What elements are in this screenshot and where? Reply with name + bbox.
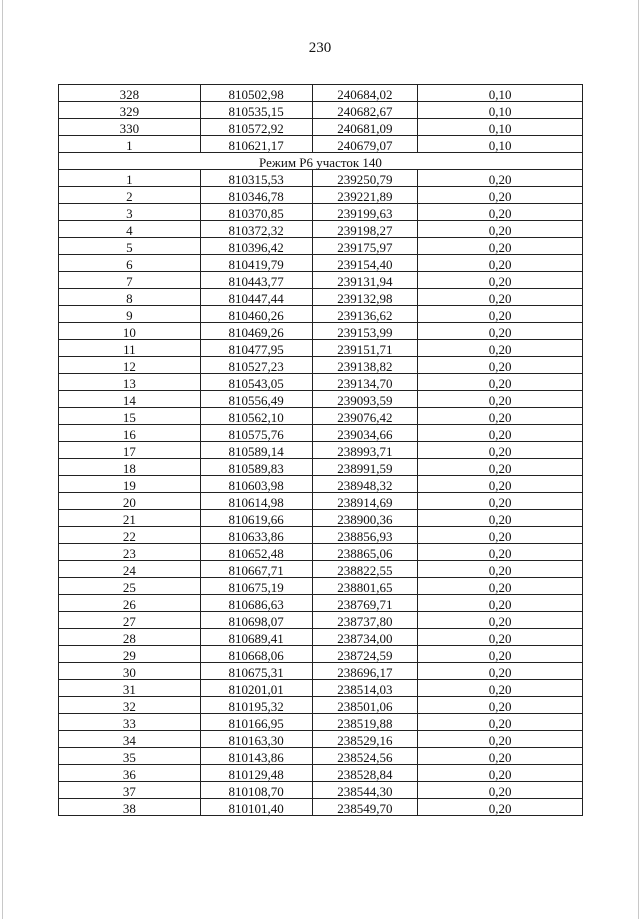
point-number-cell: 31	[59, 680, 201, 697]
accuracy-cell: 0,20	[418, 510, 583, 527]
y-coordinate-cell: 239151,71	[312, 340, 418, 357]
accuracy-cell: 0,20	[418, 204, 583, 221]
point-number-cell: 3	[59, 204, 201, 221]
table-row	[59, 527, 583, 544]
table-row	[59, 272, 583, 289]
accuracy-cell: 0,20	[418, 306, 583, 323]
x-coordinate-cell: 810143,86	[200, 748, 312, 765]
x-coordinate-cell: 810633,86	[200, 527, 312, 544]
table-row	[59, 612, 583, 629]
y-coordinate-cell: 238991,59	[312, 459, 418, 476]
y-coordinate-cell: 240684,02	[312, 85, 418, 102]
y-coordinate-cell: 239198,27	[312, 221, 418, 238]
y-coordinate-cell: 238514,03	[312, 680, 418, 697]
table-row	[59, 578, 583, 595]
y-coordinate-cell: 238544,30	[312, 782, 418, 799]
y-coordinate-cell: 238524,56	[312, 748, 418, 765]
point-number-cell: 1	[59, 170, 201, 187]
x-coordinate-cell: 810527,23	[200, 357, 312, 374]
point-number-cell: 33	[59, 714, 201, 731]
table-row	[59, 425, 583, 442]
table-row	[59, 680, 583, 697]
table-row	[59, 697, 583, 714]
point-number-cell: 19	[59, 476, 201, 493]
y-coordinate-cell: 239153,99	[312, 323, 418, 340]
table-row	[59, 102, 583, 119]
table-row	[59, 357, 583, 374]
table-row	[59, 646, 583, 663]
y-coordinate-cell: 238801,65	[312, 578, 418, 595]
x-coordinate-cell: 810589,14	[200, 442, 312, 459]
y-coordinate-cell: 240681,09	[312, 119, 418, 136]
y-coordinate-cell: 238528,84	[312, 765, 418, 782]
x-coordinate-cell: 810675,19	[200, 578, 312, 595]
accuracy-cell: 0,20	[418, 187, 583, 204]
x-coordinate-cell: 810667,71	[200, 561, 312, 578]
point-number-cell: 9	[59, 306, 201, 323]
point-number-cell: 10	[59, 323, 201, 340]
y-coordinate-cell: 238529,16	[312, 731, 418, 748]
table-row	[59, 731, 583, 748]
point-number-cell: 328	[59, 85, 201, 102]
table-row	[59, 323, 583, 340]
table-row	[59, 119, 583, 136]
y-coordinate-cell: 238993,71	[312, 442, 418, 459]
coordinates-table	[58, 84, 583, 816]
x-coordinate-cell: 810589,83	[200, 459, 312, 476]
table-row	[59, 748, 583, 765]
accuracy-cell: 0,20	[418, 357, 583, 374]
point-number-cell: 329	[59, 102, 201, 119]
accuracy-cell: 0,20	[418, 459, 583, 476]
point-number-cell: 38	[59, 799, 201, 816]
y-coordinate-cell: 239134,70	[312, 374, 418, 391]
accuracy-cell: 0,20	[418, 425, 583, 442]
point-number-cell: 23	[59, 544, 201, 561]
x-coordinate-cell: 810129,48	[200, 765, 312, 782]
table-row	[59, 476, 583, 493]
table-row	[59, 170, 583, 187]
x-coordinate-cell: 810668,06	[200, 646, 312, 663]
table-row	[59, 289, 583, 306]
y-coordinate-cell: 238948,32	[312, 476, 418, 493]
table-row	[59, 306, 583, 323]
section-group	[59, 153, 583, 170]
y-coordinate-cell: 238900,36	[312, 510, 418, 527]
accuracy-cell: 0,20	[418, 476, 583, 493]
accuracy-cell: 0,20	[418, 170, 583, 187]
y-coordinate-cell: 239136,62	[312, 306, 418, 323]
point-number-cell: 4	[59, 221, 201, 238]
accuracy-cell: 0,20	[418, 408, 583, 425]
x-coordinate-cell: 810556,49	[200, 391, 312, 408]
point-number-cell: 27	[59, 612, 201, 629]
y-coordinate-cell: 238856,93	[312, 527, 418, 544]
point-number-cell: 28	[59, 629, 201, 646]
table-row	[59, 255, 583, 272]
x-coordinate-cell: 810689,41	[200, 629, 312, 646]
point-number-cell: 7	[59, 272, 201, 289]
table-row	[59, 340, 583, 357]
x-coordinate-cell: 810619,66	[200, 510, 312, 527]
page-number: 230	[308, 40, 332, 56]
point-number-cell: 21	[59, 510, 201, 527]
x-coordinate-cell: 810201,01	[200, 680, 312, 697]
point-number-cell: 35	[59, 748, 201, 765]
x-coordinate-cell: 810315,53	[200, 170, 312, 187]
y-coordinate-cell: 239221,89	[312, 187, 418, 204]
x-coordinate-cell: 810443,77	[200, 272, 312, 289]
y-coordinate-cell: 239034,66	[312, 425, 418, 442]
point-number-cell: 12	[59, 357, 201, 374]
x-coordinate-cell: 810447,44	[200, 289, 312, 306]
top-rows-group	[59, 85, 583, 153]
point-number-cell: 1	[59, 136, 201, 153]
x-coordinate-cell: 810543,05	[200, 374, 312, 391]
point-number-cell: 30	[59, 663, 201, 680]
point-number-cell: 11	[59, 340, 201, 357]
accuracy-cell: 0,20	[418, 629, 583, 646]
point-number-cell: 34	[59, 731, 201, 748]
x-coordinate-cell: 810396,42	[200, 238, 312, 255]
accuracy-cell: 0,20	[418, 323, 583, 340]
x-coordinate-cell: 810166,95	[200, 714, 312, 731]
y-coordinate-cell: 239175,97	[312, 238, 418, 255]
y-coordinate-cell: 239076,42	[312, 408, 418, 425]
y-coordinate-cell: 240682,67	[312, 102, 418, 119]
y-coordinate-cell: 238724,59	[312, 646, 418, 663]
point-number-cell: 330	[59, 119, 201, 136]
point-number-cell: 26	[59, 595, 201, 612]
y-coordinate-cell: 238822,55	[312, 561, 418, 578]
x-coordinate-cell: 810370,85	[200, 204, 312, 221]
accuracy-cell: 0,20	[418, 748, 583, 765]
x-coordinate-cell: 810460,26	[200, 306, 312, 323]
table-row	[59, 85, 583, 102]
accuracy-cell: 0,20	[418, 561, 583, 578]
x-coordinate-cell: 810469,26	[200, 323, 312, 340]
accuracy-cell: 0,20	[418, 221, 583, 238]
accuracy-cell: 0,20	[418, 697, 583, 714]
y-coordinate-cell: 238501,06	[312, 697, 418, 714]
y-coordinate-cell: 239138,82	[312, 357, 418, 374]
point-number-cell: 6	[59, 255, 201, 272]
table-row	[59, 204, 583, 221]
table-row	[59, 561, 583, 578]
x-coordinate-cell: 810477,95	[200, 340, 312, 357]
accuracy-cell: 0,20	[418, 799, 583, 816]
accuracy-cell: 0,20	[418, 493, 583, 510]
accuracy-cell: 0,20	[418, 714, 583, 731]
table-row	[59, 374, 583, 391]
x-coordinate-cell: 810575,76	[200, 425, 312, 442]
accuracy-cell: 0,20	[418, 612, 583, 629]
section-title: Режим Р6 участок 140	[59, 153, 583, 170]
table-row	[59, 799, 583, 816]
table-row	[59, 459, 583, 476]
x-coordinate-cell: 810562,10	[200, 408, 312, 425]
table-row	[59, 408, 583, 425]
x-coordinate-cell: 810675,31	[200, 663, 312, 680]
section-rows-group	[59, 170, 583, 816]
scan-edge-right	[638, 0, 639, 919]
table-row	[59, 187, 583, 204]
section-header-row	[59, 153, 583, 170]
accuracy-cell: 0,20	[418, 680, 583, 697]
table-row	[59, 595, 583, 612]
table-row	[59, 629, 583, 646]
y-coordinate-cell: 239199,63	[312, 204, 418, 221]
y-coordinate-cell: 238696,17	[312, 663, 418, 680]
x-coordinate-cell: 810502,98	[200, 85, 312, 102]
x-coordinate-cell: 810614,98	[200, 493, 312, 510]
y-coordinate-cell: 238865,06	[312, 544, 418, 561]
x-coordinate-cell: 810686,63	[200, 595, 312, 612]
table-row	[59, 663, 583, 680]
table-row	[59, 544, 583, 561]
accuracy-cell: 0,20	[418, 340, 583, 357]
table-row	[59, 493, 583, 510]
x-coordinate-cell: 810101,40	[200, 799, 312, 816]
accuracy-cell: 0,20	[418, 782, 583, 799]
point-number-cell: 16	[59, 425, 201, 442]
table-row	[59, 765, 583, 782]
point-number-cell: 17	[59, 442, 201, 459]
accuracy-cell: 0,20	[418, 527, 583, 544]
point-number-cell: 32	[59, 697, 201, 714]
x-coordinate-cell: 810195,32	[200, 697, 312, 714]
accuracy-cell: 0,20	[418, 391, 583, 408]
point-number-cell: 5	[59, 238, 201, 255]
point-number-cell: 25	[59, 578, 201, 595]
x-coordinate-cell: 810346,78	[200, 187, 312, 204]
point-number-cell: 2	[59, 187, 201, 204]
accuracy-cell: 0,10	[418, 102, 583, 119]
table-row	[59, 782, 583, 799]
accuracy-cell: 0,20	[418, 272, 583, 289]
accuracy-cell: 0,20	[418, 374, 583, 391]
y-coordinate-cell: 238734,00	[312, 629, 418, 646]
table-row	[59, 136, 583, 153]
accuracy-cell: 0,20	[418, 442, 583, 459]
point-number-cell: 37	[59, 782, 201, 799]
x-coordinate-cell: 810108,70	[200, 782, 312, 799]
accuracy-cell: 0,20	[418, 578, 583, 595]
y-coordinate-cell: 239093,59	[312, 391, 418, 408]
accuracy-cell: 0,10	[418, 119, 583, 136]
point-number-cell: 24	[59, 561, 201, 578]
accuracy-cell: 0,20	[418, 663, 583, 680]
y-coordinate-cell: 239132,98	[312, 289, 418, 306]
x-coordinate-cell: 810698,07	[200, 612, 312, 629]
y-coordinate-cell: 239250,79	[312, 170, 418, 187]
y-coordinate-cell: 239154,40	[312, 255, 418, 272]
point-number-cell: 13	[59, 374, 201, 391]
x-coordinate-cell: 810603,98	[200, 476, 312, 493]
accuracy-cell: 0,10	[418, 136, 583, 153]
accuracy-cell: 0,20	[418, 765, 583, 782]
accuracy-cell: 0,10	[418, 85, 583, 102]
y-coordinate-cell: 238549,70	[312, 799, 418, 816]
accuracy-cell: 0,20	[418, 544, 583, 561]
x-coordinate-cell: 810652,48	[200, 544, 312, 561]
accuracy-cell: 0,20	[418, 289, 583, 306]
point-number-cell: 36	[59, 765, 201, 782]
x-coordinate-cell: 810419,79	[200, 255, 312, 272]
y-coordinate-cell: 238769,71	[312, 595, 418, 612]
x-coordinate-cell: 810621,17	[200, 136, 312, 153]
scan-edge-left	[2, 0, 3, 919]
point-number-cell: 18	[59, 459, 201, 476]
y-coordinate-cell: 238737,80	[312, 612, 418, 629]
x-coordinate-cell: 810572,92	[200, 119, 312, 136]
y-coordinate-cell: 240679,07	[312, 136, 418, 153]
point-number-cell: 22	[59, 527, 201, 544]
accuracy-cell: 0,20	[418, 255, 583, 272]
point-number-cell: 8	[59, 289, 201, 306]
table-row	[59, 238, 583, 255]
accuracy-cell: 0,20	[418, 595, 583, 612]
y-coordinate-cell: 238519,88	[312, 714, 418, 731]
point-number-cell: 14	[59, 391, 201, 408]
table-row	[59, 221, 583, 238]
accuracy-cell: 0,20	[418, 238, 583, 255]
table-row	[59, 442, 583, 459]
point-number-cell: 20	[59, 493, 201, 510]
point-number-cell: 29	[59, 646, 201, 663]
y-coordinate-cell: 239131,94	[312, 272, 418, 289]
accuracy-cell: 0,20	[418, 731, 583, 748]
x-coordinate-cell: 810163,30	[200, 731, 312, 748]
x-coordinate-cell: 810372,32	[200, 221, 312, 238]
y-coordinate-cell: 238914,69	[312, 493, 418, 510]
table-row	[59, 391, 583, 408]
accuracy-cell: 0,20	[418, 646, 583, 663]
table-row	[59, 510, 583, 527]
table-row	[59, 714, 583, 731]
x-coordinate-cell: 810535,15	[200, 102, 312, 119]
point-number-cell: 15	[59, 408, 201, 425]
